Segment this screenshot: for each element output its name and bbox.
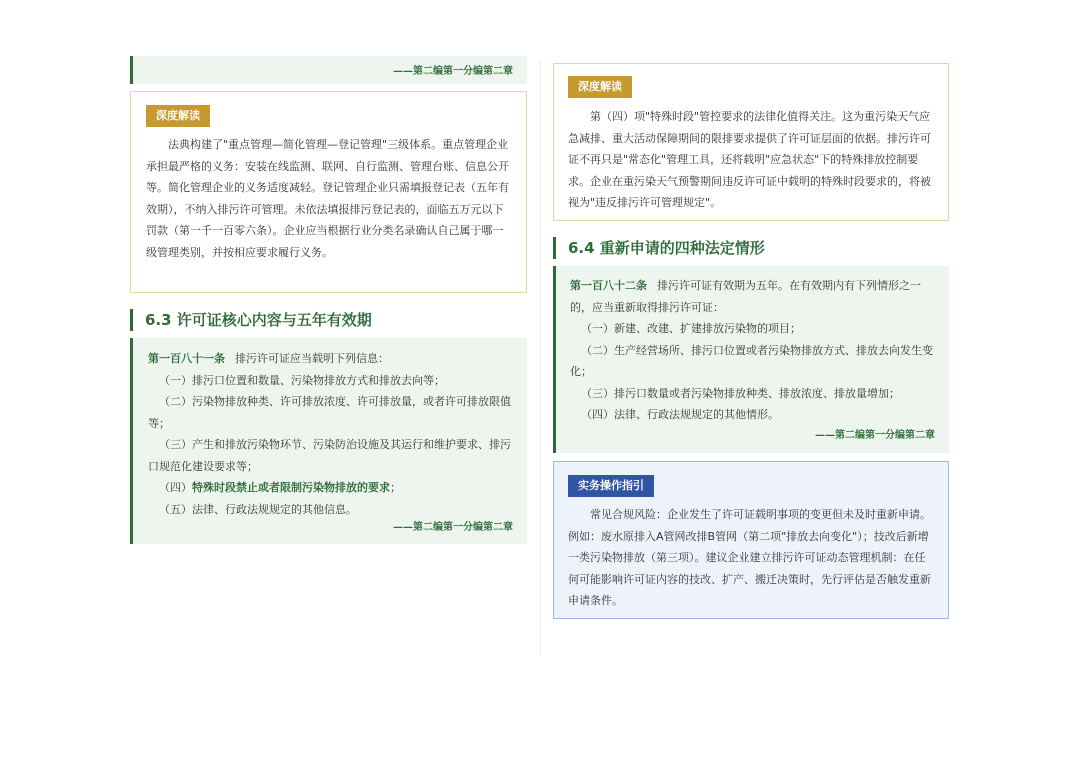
source-citation: ——第二编第一分编第二章 bbox=[393, 66, 513, 77]
highlight-text: 特殊时段禁止或者限制污染物排放的要求 bbox=[192, 481, 390, 494]
insight-tag: 深度解读 bbox=[146, 105, 210, 127]
insight-text: 第（四）项"特殊时段"管控要求的法律化值得关注。这为重污染天气应急减排、重大活动保障期间的限排要求提供了许可证层面的依据。排污许可证不再只是"常态化"管理工具，还将载明"应急状态"下的特殊排放控制要求。企业在重污染天气预警期间违反许可证中载明的特殊时段要求的，将被视为"违反排污许可管理规定"。 bbox=[568, 110, 931, 209]
source-citation: ——第二编第一分编第二章 bbox=[815, 430, 935, 441]
practice-text: 常见合规风险：企业发生了许可证载明事项的变更但未及时重新申请。例如：废水原排入A管网改排B管网（第二项"排放去向变化"）；技改后新增一类污染物排放（第三项）。建议企业建立排污许可证动态管理机制：在任何可能影响许可证内容的技改、扩产、搬迁决策时，先行评估是否触发重新申请条件。 bbox=[568, 508, 931, 607]
article-item: （四）法律、行政法规规定的其他情形。 bbox=[581, 408, 779, 421]
article-item-highlighted bbox=[148, 477, 513, 499]
article-body bbox=[148, 348, 513, 520]
insight-text: 法典构建了"重点管理—简化管理—登记管理"三级体系。重点管理企业承担最严格的义务：安装在线监测、联网、自行监测、管理台账、信息公开等。简化管理企业的义务适度减轻。登记管理企业只需填报登记表（五年有效期），不纳入排污许可管理。未依法填报排污登记表的，面临五万元以下罚款（第一千一百零六条）。企业应当根据行业分类名录确认自己属于哪一级管理类别，并按相应要求履行义务。 bbox=[146, 138, 509, 259]
item-suffix: ； bbox=[390, 481, 401, 494]
column-divider bbox=[540, 60, 541, 656]
article-item: （二）生产经营场所、排污口位置或者污染物排放方式、排放去向发生变化； bbox=[570, 343, 933, 378]
article-item: （二）污染物排放种类、许可排放浓度、许可排放量，或者许可排放限值等； bbox=[148, 395, 511, 430]
article-item: （五）法律、行政法规规定的其他信息。 bbox=[159, 502, 357, 516]
item-prefix: （四） bbox=[159, 481, 192, 494]
article-body bbox=[570, 275, 935, 426]
insight-tag: 深度解读 bbox=[568, 76, 632, 98]
article-number: 第一百八十一条 bbox=[148, 352, 225, 365]
article-text: 排污许可证有效期为五年。在有效期内有下列情形之一的，应当重新取得排污许可证： bbox=[570, 279, 921, 314]
article-number: 第一百八十二条 bbox=[570, 279, 647, 292]
article-lead bbox=[148, 348, 513, 370]
section-heading-6-4: 6.4 重新申请的四种法定情形 bbox=[553, 237, 949, 259]
article-lead bbox=[570, 275, 935, 318]
article-item: （一）排污口位置和数量、污染物排放方式和排放去向等； bbox=[159, 373, 445, 387]
article-box-181 bbox=[130, 338, 527, 544]
article-item: （三）产生和排放污染物环节、污染防治设施及其运行和维护要求、排污口规范化建设要求等； bbox=[148, 438, 511, 473]
source-strip-top bbox=[130, 56, 527, 84]
article-box-182 bbox=[553, 266, 949, 453]
insight-box bbox=[553, 63, 949, 221]
section-heading-6-3: 6.3 许可证核心内容与五年有效期 bbox=[130, 309, 527, 331]
practice-guide-box bbox=[553, 461, 949, 619]
insight-box bbox=[130, 91, 527, 293]
source-citation: ——第二编第一分编第二章 bbox=[393, 522, 513, 533]
article-item: （三）排污口数量或者污染物排放种类、排放浓度、排放量增加； bbox=[581, 386, 900, 400]
practice-tag: 实务操作指引 bbox=[568, 475, 654, 497]
article-item: （一）新建、改建、扩建排放污染物的项目； bbox=[581, 322, 801, 335]
article-text: 排污许可证应当载明下列信息： bbox=[235, 352, 389, 365]
